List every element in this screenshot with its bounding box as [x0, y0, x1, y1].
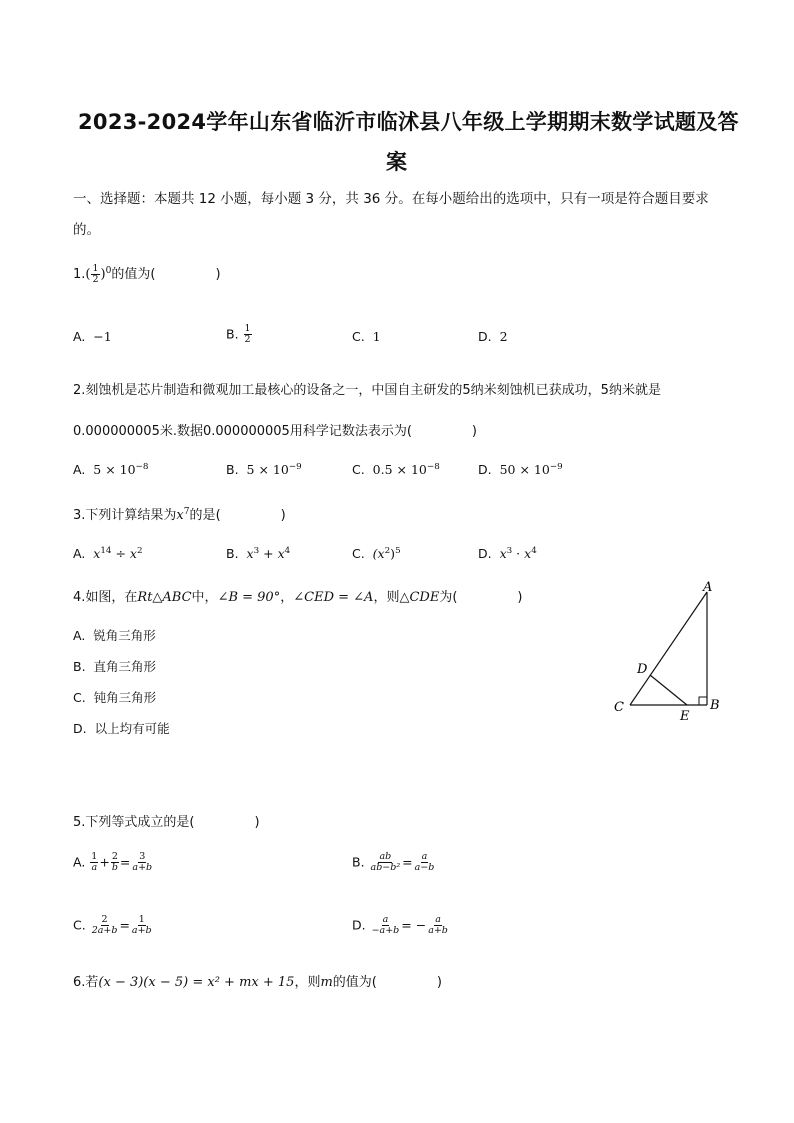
segment-de — [650, 675, 687, 705]
segment-ca — [630, 592, 707, 705]
section1-instruction-line1: 一、选择题：本题共 12 小题，每小题 3 分，共 36 分。在每小题给出的选项中，只有一项是符合题目要求 — [73, 191, 709, 207]
question-4-option-d: D. 以上均有可能 — [73, 721, 170, 736]
vertex-label-a: A — [703, 580, 713, 595]
question-1-option-b: B. $\frac{1}{2}$ — [226, 323, 251, 346]
vertex-label-b: B — [710, 698, 720, 713]
question-4-option-c: C. 钝角三角形 — [73, 690, 157, 705]
question-6-stem: 6.若(x − 3)(x − 5) = x² + mx + 15，则m的值为( ) — [73, 975, 442, 990]
question-5-option-b: B. $\frac{ab}{\text{ab−b²}}$ = $\frac{a}{a-b}$ — [352, 851, 435, 874]
question-5-option-c: C. $\frac{2}{2a+b}$ = $\frac{1}{a+b}$ — [73, 914, 152, 937]
triangle-figure — [600, 574, 740, 724]
question-5-option-d: D. $\frac{a}{-a+b}$ = − $\frac{a}{a+b}$ — [352, 914, 448, 937]
question-4-option-a: A. 锐角三角形 — [73, 628, 156, 643]
right-angle-mark — [699, 697, 707, 705]
section1-instruction-line2: 的。 — [73, 222, 100, 238]
question-1-stem: 1.( $\frac{1}{2}$ )$^0$的值为( ) — [73, 262, 221, 285]
question-2-stem-line2: 0.000000005米.数据0.000000005用科学记数法表示为( ) — [73, 424, 477, 439]
question-5-stem: 5.下列等式成立的是( ) — [73, 815, 260, 830]
question-1-option-c: C. 1 — [352, 329, 381, 344]
question-2-stem-line1: 2.刻蚀机是芯片制造和微观加工最核心的设备之一，中国自主研发的5纳米刻蚀机已获成功，5纳米就是 — [73, 383, 661, 398]
question-1-option-a: A. −1 — [73, 329, 112, 344]
vertex-label-e: E — [680, 709, 690, 724]
question-2-option-a: A. $5 \times 10^{-8}$ — [73, 462, 149, 477]
question-number: 1. — [73, 267, 86, 282]
question-4-stem: 4.如图，在Rt△ABC中，∠B = 90°，∠CED = ∠A，则△CDE为( ) — [73, 590, 523, 605]
question-3-option-d: D. $x^3 \cdot x^4$ — [478, 546, 537, 561]
question-3-option-c: C. $(x^2)^5$ — [352, 546, 401, 561]
question-5-option-a: A. $\frac{1}{a}$ + $\frac{2}{b}$ = $\frac{3}{a+b}$ — [73, 851, 153, 874]
vertex-label-d: D — [637, 662, 648, 677]
question-2-option-b: B. $5 \times 10^{-9}$ — [226, 462, 302, 477]
question-3-option-b: B. $x^3 + x^4$ — [226, 546, 291, 561]
question-2-option-d: D. $50 \times 10^{-9}$ — [478, 462, 563, 477]
question-3-stem: 3.下列计算结果为$x^7$的是( ) — [73, 507, 286, 523]
page-title-line1: 2023-2024学年山东省临沂市临沭县八年级上学期期末数学试题及答 — [78, 110, 739, 134]
page-title-line2: 案 — [386, 150, 408, 174]
question-2-option-c: C. $0.5 \times 10^{-8}$ — [352, 462, 440, 477]
question-3-option-a: A. $x^{14} \div x^2$ — [73, 546, 143, 561]
vertex-label-c: C — [614, 700, 624, 715]
question-1-option-d: D. 2 — [478, 329, 508, 344]
fraction: $\frac{1}{2}$ — [92, 262, 99, 285]
question-4-option-b: B. 直角三角形 — [73, 659, 157, 674]
